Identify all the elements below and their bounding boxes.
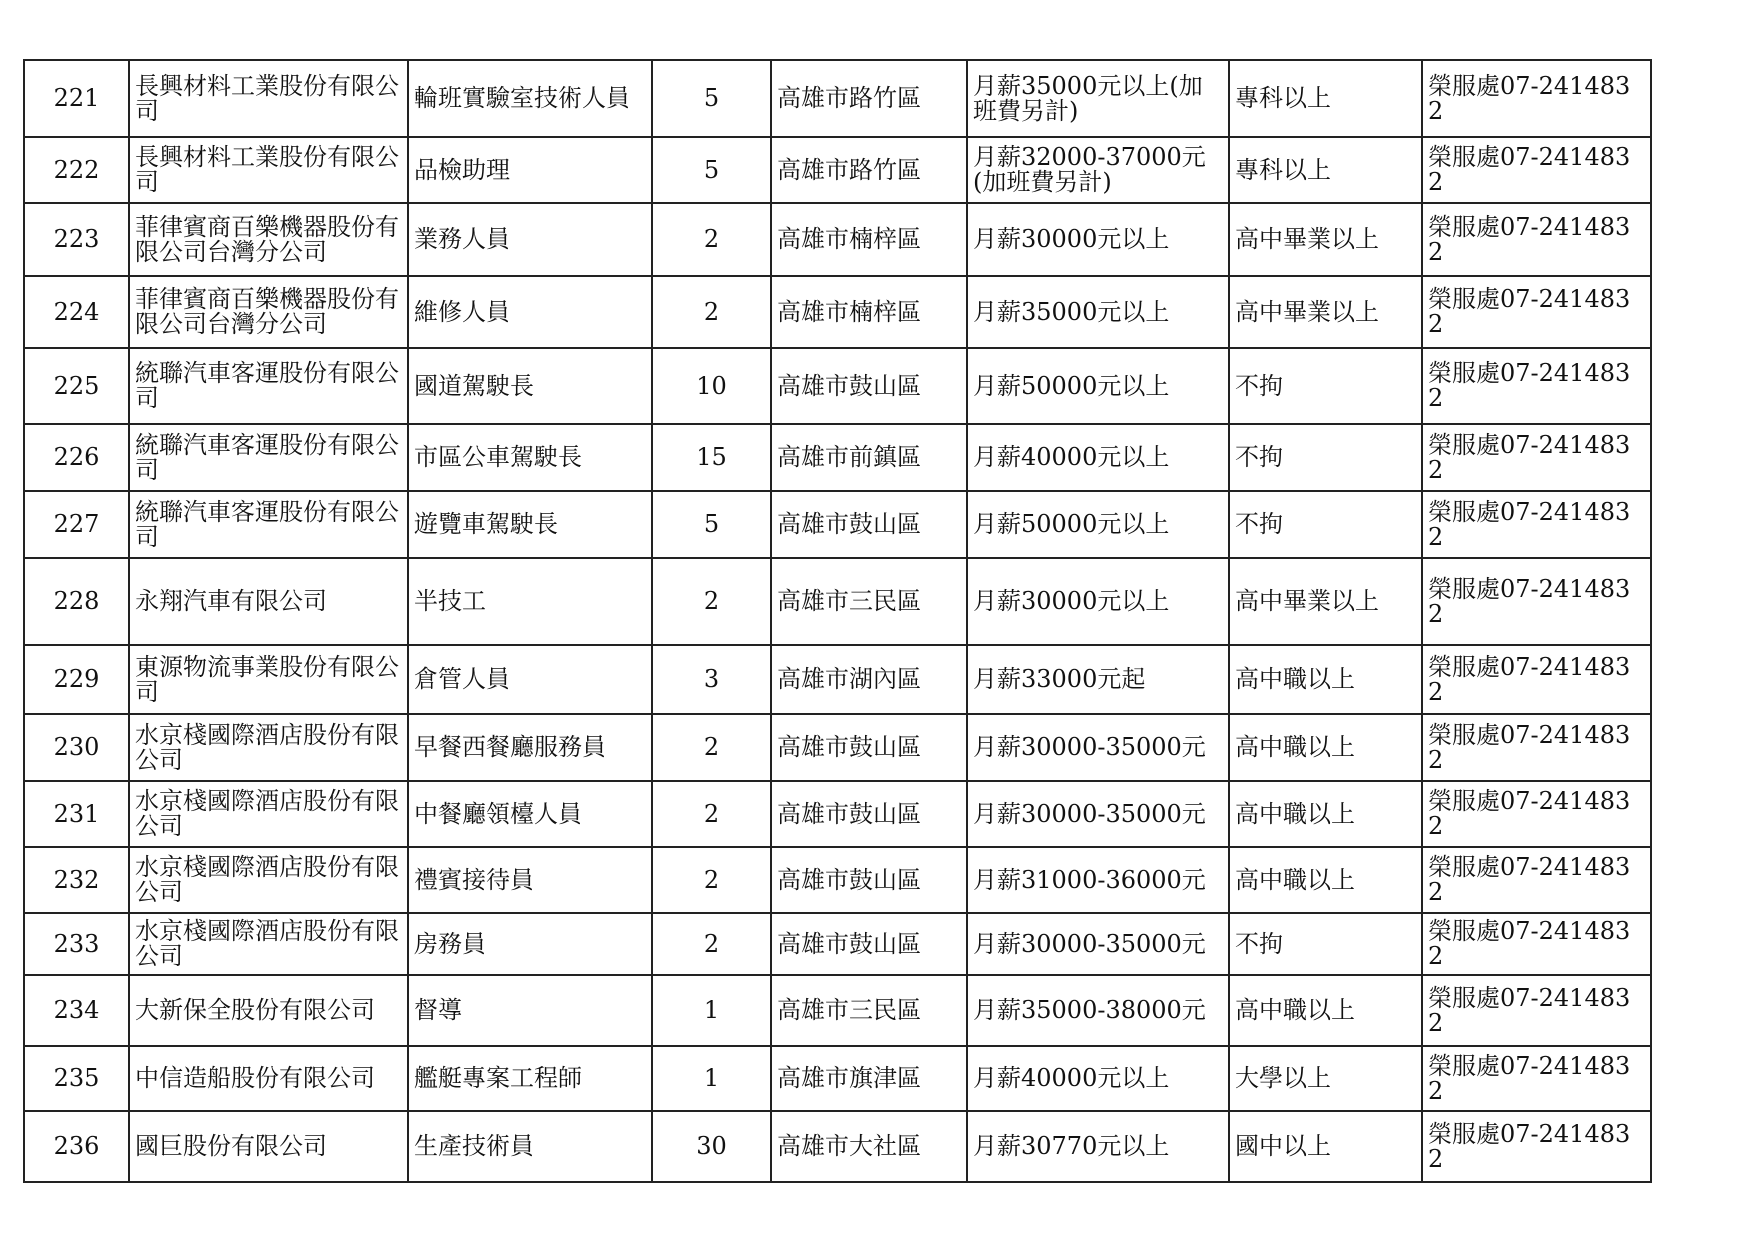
table-row — [24, 137, 1651, 203]
education-cell: 不拘 — [1229, 913, 1422, 975]
education-cell: 高中職以上 — [1229, 975, 1422, 1046]
education-cell: 不拘 — [1229, 491, 1422, 558]
company-cell: 國巨股份有限公司 — [129, 1111, 408, 1182]
row-number-cell: 229 — [24, 645, 129, 714]
contact-cell: 榮服處07-2414832 — [1422, 276, 1651, 348]
salary-cell: 月薪30000元以上 — [967, 558, 1229, 645]
row-number-cell: 221 — [24, 60, 129, 137]
education-cell: 專科以上 — [1229, 60, 1422, 137]
company-cell: 水京棧國際酒店股份有限公司 — [129, 847, 408, 913]
location-cell: 高雄市路竹區 — [771, 60, 967, 137]
headcount-cell: 15 — [652, 424, 771, 491]
row-number-cell: 226 — [24, 424, 129, 491]
row-number-cell: 223 — [24, 203, 129, 276]
headcount-cell: 2 — [652, 847, 771, 913]
position-cell: 督導 — [408, 975, 652, 1046]
position-cell: 早餐西餐廳服務員 — [408, 714, 652, 781]
headcount-cell: 2 — [652, 781, 771, 847]
headcount-cell: 5 — [652, 60, 771, 137]
location-cell: 高雄市鼓山區 — [771, 491, 967, 558]
education-cell: 高中畢業以上 — [1229, 203, 1422, 276]
company-cell: 水京棧國際酒店股份有限公司 — [129, 714, 408, 781]
company-cell: 統聯汽車客運股份有限公司 — [129, 348, 408, 424]
company-cell: 水京棧國際酒店股份有限公司 — [129, 913, 408, 975]
location-cell: 高雄市大社區 — [771, 1111, 967, 1182]
row-number-cell: 232 — [24, 847, 129, 913]
salary-cell: 月薪50000元以上 — [967, 348, 1229, 424]
contact-cell: 榮服處07-2414832 — [1422, 203, 1651, 276]
row-number-cell: 233 — [24, 913, 129, 975]
headcount-cell: 2 — [652, 714, 771, 781]
company-cell: 菲律賓商百樂機器股份有限公司台灣分公司 — [129, 203, 408, 276]
company-cell: 東源物流事業股份有限公司 — [129, 645, 408, 714]
headcount-cell: 2 — [652, 913, 771, 975]
headcount-cell: 5 — [652, 137, 771, 203]
row-number-cell: 234 — [24, 975, 129, 1046]
salary-cell: 月薪30000-35000元 — [967, 714, 1229, 781]
position-cell: 遊覽車駕駛長 — [408, 491, 652, 558]
location-cell: 高雄市鼓山區 — [771, 847, 967, 913]
company-cell: 永翔汽車有限公司 — [129, 558, 408, 645]
position-cell: 品檢助理 — [408, 137, 652, 203]
contact-cell: 榮服處07-2414832 — [1422, 975, 1651, 1046]
location-cell: 高雄市楠梓區 — [771, 203, 967, 276]
table-row — [24, 913, 1651, 975]
position-cell: 艦艇專案工程師 — [408, 1046, 652, 1111]
position-cell: 房務員 — [408, 913, 652, 975]
contact-cell: 榮服處07-2414832 — [1422, 781, 1651, 847]
row-number-cell: 230 — [24, 714, 129, 781]
education-cell: 大學以上 — [1229, 1046, 1422, 1111]
location-cell: 高雄市鼓山區 — [771, 781, 967, 847]
row-number-cell: 236 — [24, 1111, 129, 1182]
location-cell: 高雄市鼓山區 — [771, 714, 967, 781]
contact-cell: 榮服處07-2414832 — [1422, 348, 1651, 424]
company-cell: 長興材料工業股份有限公司 — [129, 60, 408, 137]
company-cell: 統聯汽車客運股份有限公司 — [129, 424, 408, 491]
position-cell: 輪班實驗室技術人員 — [408, 60, 652, 137]
table-row — [24, 1111, 1651, 1182]
headcount-cell: 5 — [652, 491, 771, 558]
row-number-cell: 228 — [24, 558, 129, 645]
salary-cell: 月薪30000元以上 — [967, 203, 1229, 276]
education-cell: 專科以上 — [1229, 137, 1422, 203]
table-row — [24, 276, 1651, 348]
contact-cell: 榮服處07-2414832 — [1422, 558, 1651, 645]
contact-cell: 榮服處07-2414832 — [1422, 424, 1651, 491]
table-row — [24, 491, 1651, 558]
education-cell: 不拘 — [1229, 424, 1422, 491]
headcount-cell: 30 — [652, 1111, 771, 1182]
table-row — [24, 348, 1651, 424]
location-cell: 高雄市三民區 — [771, 558, 967, 645]
salary-cell: 月薪30000-35000元 — [967, 781, 1229, 847]
table-row — [24, 60, 1651, 137]
row-number-cell: 227 — [24, 491, 129, 558]
headcount-cell: 2 — [652, 558, 771, 645]
table-row — [24, 1046, 1651, 1111]
company-cell: 大新保全股份有限公司 — [129, 975, 408, 1046]
company-cell: 中信造船股份有限公司 — [129, 1046, 408, 1111]
table-row — [24, 847, 1651, 913]
headcount-cell: 3 — [652, 645, 771, 714]
education-cell: 高中職以上 — [1229, 781, 1422, 847]
contact-cell: 榮服處07-2414832 — [1422, 847, 1651, 913]
row-number-cell: 225 — [24, 348, 129, 424]
company-cell: 菲律賓商百樂機器股份有限公司台灣分公司 — [129, 276, 408, 348]
salary-cell: 月薪30000-35000元 — [967, 913, 1229, 975]
row-number-cell: 231 — [24, 781, 129, 847]
table-row — [24, 203, 1651, 276]
headcount-cell: 2 — [652, 276, 771, 348]
table-body — [24, 60, 1651, 1182]
table-row — [24, 714, 1651, 781]
location-cell: 高雄市楠梓區 — [771, 276, 967, 348]
row-number-cell: 224 — [24, 276, 129, 348]
location-cell: 高雄市鼓山區 — [771, 348, 967, 424]
headcount-cell: 1 — [652, 1046, 771, 1111]
position-cell: 國道駕駛長 — [408, 348, 652, 424]
education-cell: 高中畢業以上 — [1229, 276, 1422, 348]
location-cell: 高雄市鼓山區 — [771, 913, 967, 975]
location-cell: 高雄市路竹區 — [771, 137, 967, 203]
headcount-cell: 10 — [652, 348, 771, 424]
education-cell: 不拘 — [1229, 348, 1422, 424]
job-listing-table — [23, 59, 1652, 1183]
position-cell: 維修人員 — [408, 276, 652, 348]
position-cell: 市區公車駕駛長 — [408, 424, 652, 491]
salary-cell: 月薪35000元以上 — [967, 276, 1229, 348]
salary-cell: 月薪40000元以上 — [967, 1046, 1229, 1111]
company-cell: 統聯汽車客運股份有限公司 — [129, 491, 408, 558]
salary-cell: 月薪35000-38000元 — [967, 975, 1229, 1046]
education-cell: 國中以上 — [1229, 1111, 1422, 1182]
salary-cell: 月薪35000元以上(加班費另計) — [967, 60, 1229, 137]
position-cell: 中餐廳領檯人員 — [408, 781, 652, 847]
row-number-cell: 235 — [24, 1046, 129, 1111]
salary-cell: 月薪30770元以上 — [967, 1111, 1229, 1182]
company-cell: 長興材料工業股份有限公司 — [129, 137, 408, 203]
education-cell: 高中職以上 — [1229, 645, 1422, 714]
headcount-cell: 2 — [652, 203, 771, 276]
table-row — [24, 558, 1651, 645]
table-row — [24, 424, 1651, 491]
contact-cell: 榮服處07-2414832 — [1422, 137, 1651, 203]
location-cell: 高雄市三民區 — [771, 975, 967, 1046]
position-cell: 半技工 — [408, 558, 652, 645]
table-row — [24, 975, 1651, 1046]
location-cell: 高雄市湖內區 — [771, 645, 967, 714]
education-cell: 高中畢業以上 — [1229, 558, 1422, 645]
position-cell: 倉管人員 — [408, 645, 652, 714]
contact-cell: 榮服處07-2414832 — [1422, 645, 1651, 714]
company-cell: 水京棧國際酒店股份有限公司 — [129, 781, 408, 847]
table-row — [24, 781, 1651, 847]
salary-cell: 月薪40000元以上 — [967, 424, 1229, 491]
contact-cell: 榮服處07-2414832 — [1422, 60, 1651, 137]
contact-cell: 榮服處07-2414832 — [1422, 1111, 1651, 1182]
salary-cell: 月薪50000元以上 — [967, 491, 1229, 558]
position-cell: 生產技術員 — [408, 1111, 652, 1182]
education-cell: 高中職以上 — [1229, 847, 1422, 913]
salary-cell: 月薪32000-37000元(加班費另計) — [967, 137, 1229, 203]
education-cell: 高中職以上 — [1229, 714, 1422, 781]
location-cell: 高雄市旗津區 — [771, 1046, 967, 1111]
salary-cell: 月薪31000-36000元 — [967, 847, 1229, 913]
salary-cell: 月薪33000元起 — [967, 645, 1229, 714]
headcount-cell: 1 — [652, 975, 771, 1046]
position-cell: 禮賓接待員 — [408, 847, 652, 913]
contact-cell: 榮服處07-2414832 — [1422, 491, 1651, 558]
contact-cell: 榮服處07-2414832 — [1422, 913, 1651, 975]
contact-cell: 榮服處07-2414832 — [1422, 1046, 1651, 1111]
row-number-cell: 222 — [24, 137, 129, 203]
contact-cell: 榮服處07-2414832 — [1422, 714, 1651, 781]
location-cell: 高雄市前鎮區 — [771, 424, 967, 491]
table-row — [24, 645, 1651, 714]
position-cell: 業務人員 — [408, 203, 652, 276]
